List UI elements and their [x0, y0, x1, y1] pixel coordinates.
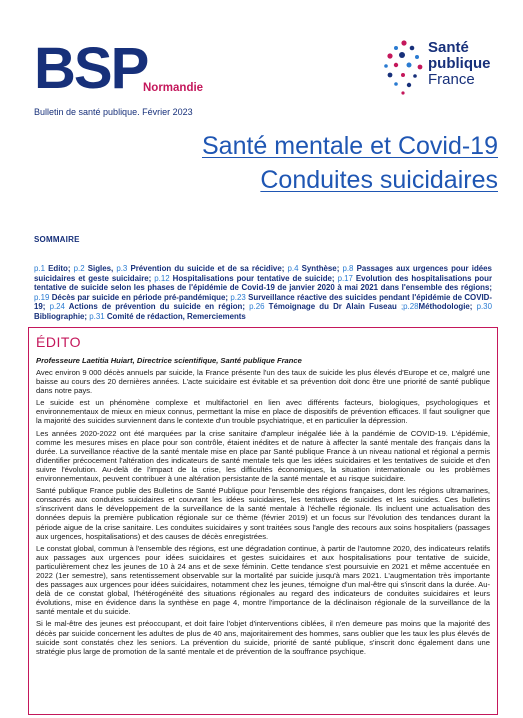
edito-paragraph: Le suicide est un phénomène complexe et multifactoriel en lien avec différents facteurs, biologiques, psychologiques et environnementaux de mieux en mieux connus, permettant la mise en place de dispositifs de prévention efficaces. Il faut souligner que la majorité des suicides surviennent dans le contexte d'un trouble psychiatrique, et en particulier la dépression.: [36, 398, 490, 426]
toc-entry[interactable]: Evolution des hospitalisations pour tentative de suicide selon les phases de l'épidémie de Covid-19 de janvier 2020 à mai 2021 dans l'ensemble des régions;: [34, 273, 493, 293]
edito-paragraph: Santé publique France publie des Bulletins de Santé Publique pour l'ensemble des régions françaises, dont les régions ultramarines, consacrés aux conduites suicidaires et couvrant les idées suicidaires, les tentatives de suicides et les suicides. Ces bulletins s'inscrivent dans le développement de la surveillance de la santé mentale à l'échelle régionale. Ils incluent une actualisation des données depuis la première publication régionale sur ce thème (février 2019) et un focus sur l'évolution des tendances durant la période aigue de la crise sanitaire. Les conduites suicidaires y sont traitées sous l'angle des recours aux soins hospitaliers (passages aux urgences, hospitalisations) et des causes de décès enregistrées.: [36, 486, 490, 541]
document-title: [80, 129, 498, 197]
edito-heading: ÉDITO: [36, 334, 82, 350]
toc-page[interactable]: p.19: [34, 292, 50, 302]
edito-paragraph: Les années 2020-2022 ont été marquées par la crise sanitaire d'ampleur inégalée liée à la pandémie de COVID-19. L'épidémie, comme les mesures mises en place pour son contrôle, étaient inédites et de nature à affecter la santé mentale des français dans la durée. La surveillance réactive de la santé mentale mise en place par Santé publique France à un niveau national et régional a permis d'identifier précocement l'altération des indicateurs de santé mentale tels que les idées suicidaires et les tentatives de suicide et d'en suivre l'évolution. Au-delà de l'impact de la crise, les difficultés économiques, la situation internationale ou les problèmes environnementaux, peuvent contribuer à une altération persistante de la santé mentale et au risque suicidaire.: [36, 428, 490, 484]
sante-publique-france-logo: [382, 38, 502, 100]
dots-mark-icon: [382, 38, 426, 98]
toc-page[interactable]: p.17: [337, 273, 353, 283]
toc-entry[interactable]: Edito;: [48, 264, 71, 273]
toc-entry[interactable]: Sigles,: [87, 264, 114, 273]
toc-page[interactable]: p.8: [342, 264, 354, 273]
toc-page[interactable]: p.23: [230, 292, 246, 302]
toc-page[interactable]: p.1: [34, 264, 45, 273]
toc-page[interactable]: p.31: [89, 311, 105, 321]
sp-logo-text: [428, 40, 491, 88]
toc-entry[interactable]: Passages aux urgences pour idées suicidaires et geste suicidaire;: [34, 264, 492, 283]
toc-entry[interactable]: Bibliographie;: [34, 311, 88, 321]
toc-entry[interactable]: Témoignage du Dr Alain Fuseau: [268, 302, 397, 312]
edito-paragraph: Avec environ 9 000 décès annuels par suicide, la France présente l'un des taux de suicide les plus élevés d'Europe et ce, malgré une baisse au cours des 20 dernières années. L'acte suicidaire est évitable et sa prévention doit donc être une priorité de santé publique dans notre pays.: [36, 368, 490, 396]
toc-page[interactable]: p.12: [154, 273, 170, 283]
sp-logo-line1: Santé: [428, 39, 469, 56]
toc-page[interactable]: p.3: [116, 264, 128, 273]
toc-entry[interactable]: Comité de rédaction, Remerciements: [106, 311, 246, 321]
toc-page[interactable]: p.4: [287, 264, 299, 273]
toc-entry[interactable]: Hospitalisations pour tentative de suicide;: [172, 273, 335, 283]
sp-logo-line3: France: [428, 71, 475, 88]
toc-entry[interactable]: Actions de prévention du suicide en région;: [68, 302, 245, 312]
toc-page[interactable]: ;p.28: [400, 302, 419, 312]
page-header: [0, 0, 523, 120]
toc-entry[interactable]: Décès par suicide en période pré-pandémique;: [51, 292, 229, 302]
title-line-2: Conduites suicidaires: [260, 166, 498, 194]
toc-page[interactable]: p.24: [49, 302, 65, 312]
edito-author: Professeure Laetitia Huiart, Directrice scientifique, Santé publique France: [36, 356, 302, 365]
toc-entry[interactable]: Surveillance réactive des suicides pendant l'épidémie de COVID-19;: [34, 292, 492, 312]
bulletin-subtitle: Bulletin de santé publique. Février 2023: [34, 107, 193, 117]
region-name: Normandie: [143, 82, 204, 94]
sp-logo-line2: publique: [428, 55, 491, 72]
bsp-logo: BSP: [34, 36, 148, 101]
table-of-contents: [34, 264, 492, 322]
edito-paragraph: Si le mal-être des jeunes est préoccupant, et doit faire l'objet d'interventions ciblées, il n'en demeure pas moins que la majorité des décès par suicide concernent les adultes de plus de 40 ans, majoritairement des hommes, sans oublier que les taux les plus élevés de suicide sont constatés chez les seniors. La prévention du suicide, priorité de santé publique, s'inscrit donc également dans une stratégie plus large de promotion de la santé mentale et de prévention de la souffrance psychique.: [36, 619, 490, 656]
toc-entry[interactable]: Méthodologie;: [418, 302, 473, 312]
edito-section: [28, 327, 498, 715]
toc-page[interactable]: p.2: [73, 264, 85, 273]
title-line-1: Santé mentale et Covid-19: [201, 132, 498, 160]
toc-entry[interactable]: Prévention du suicide et de sa récidive;: [130, 264, 285, 273]
toc-entry[interactable]: Synthèse;: [301, 264, 340, 273]
toc-page[interactable]: p.30: [476, 302, 492, 312]
sommaire-heading: SOMMAIRE: [34, 235, 80, 244]
toc-page[interactable]: p.26: [249, 302, 265, 312]
edito-paragraph: Le constat global, commun à l'ensemble des régions, est une dégradation continue, à partir de l'automne 2020, des indicateurs relatifs aux passages aux urgences pour idées suicidaires et gestes suicidaires et aux hospitalisations pour tentative de suicide, particulièrement chez les jeunes de 10 à 24 ans et de sexe féminin. Cette tendance s'est poursuivie en 2021 et même accentuée en 2022 (1er semestre), sans retentissement observable sur la mortalité par suicide jusqu'à mars 2021. L'augmentation très importante des passages aux urgences pour idées suicidaires, notamment chez les jeunes, témoigne d'un mal-être qui s'inscrit dans la durée. Au-delà de ce constat global, l'hétérogénéité des situations régionales au regard des indicateurs de conduites suicidaires et leurs évolutions, mise en évidence dans la synthèse en page 4, montre l'importance de la déclinaison régionale de la surveillance de la santé mentale et du suicide.: [36, 543, 490, 617]
